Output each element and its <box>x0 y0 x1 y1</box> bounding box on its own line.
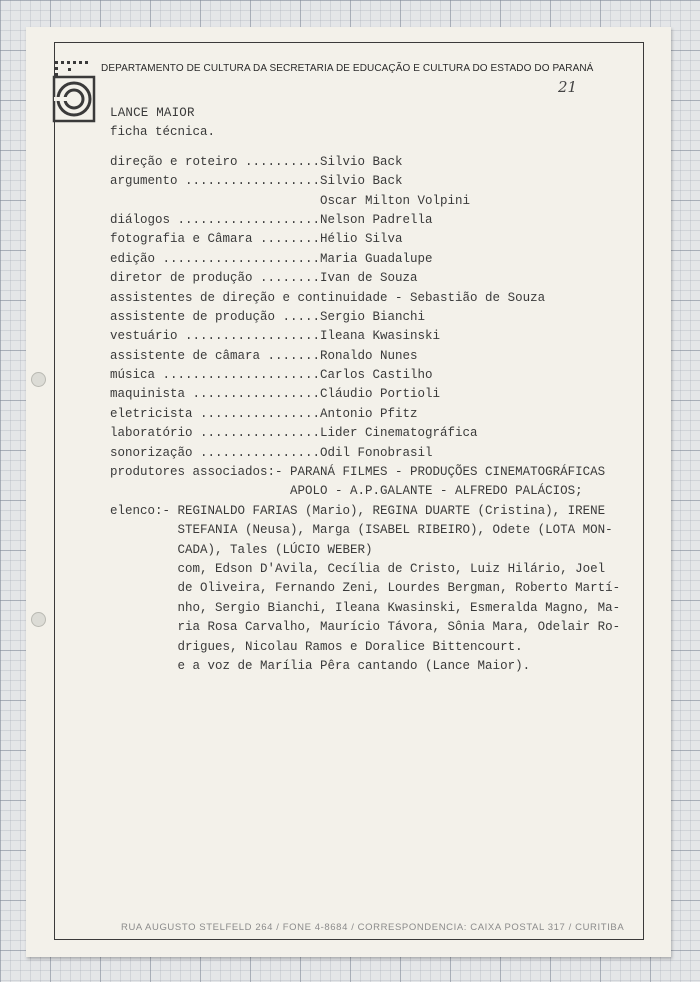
credit-line: laboratório ................Lider Cinematográfica <box>110 426 478 441</box>
credit-line: Oscar Milton Volpini <box>110 193 471 208</box>
cast-line: elenco:- REGINALDO FARIAS (Mario), REGINA DUARTE (Cristina), IRENE <box>110 503 606 518</box>
credit-line: argumento ..................Silvio Back <box>110 174 403 189</box>
credit-line: APOLO - A.P.GALANTE - ALFREDO PALÁCIOS; <box>110 484 583 499</box>
credit-line: música .....................Carlos Castilho <box>110 368 433 383</box>
spacer <box>110 143 620 153</box>
page-number: 21 <box>558 78 578 96</box>
film-title: LANCE MAIOR <box>110 106 195 120</box>
credit-line: diálogos ...................Nelson Padrella <box>110 212 433 227</box>
cast-line: STEFANIA (Neusa), Marga (ISABEL RIBEIRO), Odete (LOTA MON- <box>110 523 613 538</box>
typed-content <box>110 104 620 676</box>
cast-line: de Oliveira, Fernando Zeni, Lourdes Bergman, Roberto Martí- <box>110 581 621 596</box>
document-subtitle: ficha técnica. <box>110 125 216 140</box>
credit-line: direção e roteiro ..........Silvio Back <box>110 154 403 169</box>
cast-line: ria Rosa Carvalho, Maurício Távora, Sônia Mara, Odelair Ro- <box>110 620 621 635</box>
cast-line: e a voz de Marília Pêra cantando (Lance Maior). <box>110 658 531 673</box>
footer-address: RUA AUGUSTO STELFELD 264 / FONE 4-8684 / CORRESPONDENCIA: CAIXA POSTAL 317 / CURITIBA <box>121 922 625 933</box>
credit-line: assistentes de direção e continuidade - Sebastião de Souza <box>110 290 546 305</box>
credit-line: fotografia e Câmara ........Hélio Silva <box>110 232 403 247</box>
credit-line: maquinista .................Cláudio Portioli <box>110 387 441 402</box>
credit-line: eletricista ................Antonio Pfitz <box>110 406 418 421</box>
credit-line: vestuário ..................Ileana Kwasinski <box>110 329 441 344</box>
cast-line: CADA), Tales (LÚCIO WEBER) <box>110 542 373 557</box>
department-header: DEPARTAMENTO DE CULTURA DA SECRETARIA DE EDUCAÇÃO E CULTURA DO ESTADO DO PARANÁ <box>101 63 594 74</box>
punch-hole <box>31 372 46 387</box>
credit-line: produtores associados:- PARANÁ FILMES - PRODUÇÕES CINEMATOGRÁFICAS <box>110 465 606 480</box>
cast-line: drigues, Nicolau Ramos e Doralice Bittencourt. <box>110 639 523 654</box>
credit-line: assistente de produção .....Sergio Bianchi <box>110 309 426 324</box>
credit-line: sonorização ................Odil Fonobrasil <box>110 445 433 460</box>
cast-line: nho, Sergio Bianchi, Ileana Kwasinski, Esmeralda Magno, Ma- <box>110 600 621 615</box>
cast-line: com, Edson D'Avila, Cecília de Cristo, Luiz Hilário, Joel <box>110 561 606 576</box>
department-logo <box>48 59 100 135</box>
credit-line: edição .....................Maria Guadalupe <box>110 251 433 266</box>
punch-hole <box>31 612 46 627</box>
credit-line: diretor de produção ........Ivan de Souza <box>110 271 418 286</box>
document-sheet <box>26 27 671 957</box>
credit-line: assistente de câmara .......Ronaldo Nunes <box>110 348 418 363</box>
